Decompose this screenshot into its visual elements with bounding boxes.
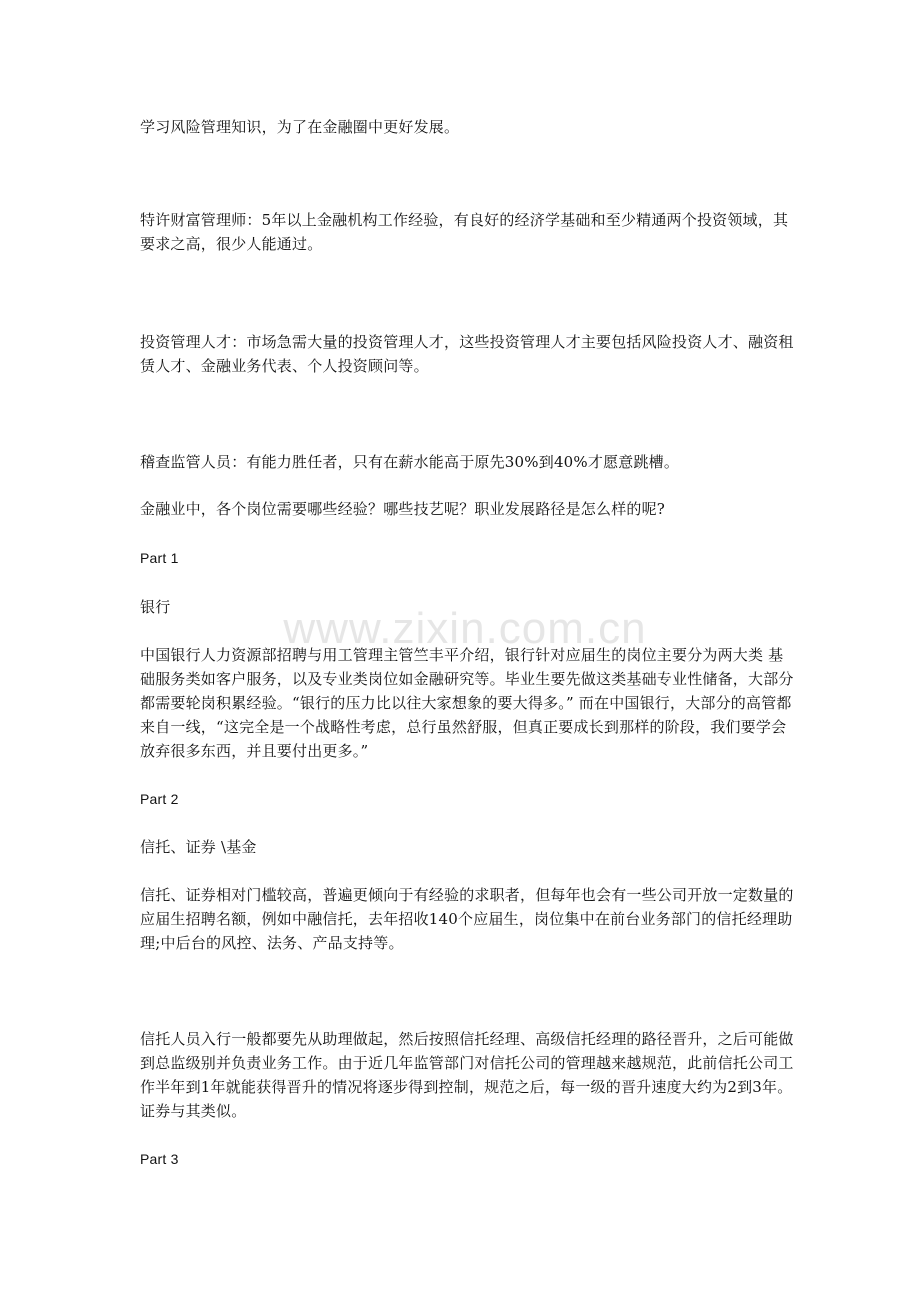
paragraph-trust-securities: 信托、证券相对门槛较高，普遍更倾向于有经验的求职者，但每年也会有一些公司开放一定数量的应届生招聘名额，例如中融信托，去年招收140个应届生，岗位集中在前台业务部门的信托经理助理;中后台的风控、法务、产品支持等。 — [140, 886, 794, 952]
paragraph-investment-talent: 投资管理人才：市场急需大量的投资管理人才，这些投资管理人才主要包括风险投资人才、融资租赁人才、金融业务代表、个人投资顾问等。 — [140, 333, 794, 375]
heading-part-2: Part 2 — [140, 791, 179, 807]
heading-bank: 银行 — [140, 598, 171, 616]
watermark: www.zixin.com.cn — [283, 604, 647, 653]
heading-trust-securities-fund: 信托、证券 \基金 — [140, 838, 257, 856]
paragraph-bank: 中国银行人力资源部招聘与用工管理主管竺丰平介绍，银行针对应届生的岗位主要分为两大类 基础服务类如客户服务，以及专业类岗位如金融研究等。毕业生要先做这类基础专业性储备，大部分都需要轮岗积累经验。“银行的压力比以往大家想象的要大得多。” 而在中国银行，大部分的高管都来自一线，“这完全是一个战略性考虑，总行虽然舒服，但真正要成长到那样的阶段，我们要学会放弃很多东西，并且要付出更多。” — [140, 646, 794, 760]
paragraph-audit-supervision: 稽查监管人员：有能力胜任者，只有在薪水能高于原先30%到40%才愿意跳槽。 — [140, 453, 680, 471]
paragraph-wealth-manager: 特许财富管理师：5年以上金融机构工作经验，有良好的经济学基础和至少精通两个投资领域，其要求之高，很少人能通过。 — [140, 211, 789, 253]
heading-part-3: Part 3 — [140, 1151, 179, 1167]
paragraph-risk-management: 学习风险管理知识，为了在金融圈中更好发展。 — [140, 118, 460, 136]
heading-part-1: Part 1 — [140, 550, 179, 566]
paragraph-question: 金融业中，各个岗位需要哪些经验？哪些技艺呢？职业发展路径是怎么样的呢? — [140, 500, 666, 518]
paragraph-trust-career-path: 信托人员入行一般都要先从助理做起，然后按照信托经理、高级信托经理的路径晋升，之后可能做到总监级别并负责业务工作。由于近几年监管部门对信托公司的管理越来越规范，此前信托公司工作半年到1年就能获得晋升的情况将逐步得到控制，规范之后，每一级的晋升速度大约为2到3年。证券与其类似。 — [140, 1030, 794, 1120]
